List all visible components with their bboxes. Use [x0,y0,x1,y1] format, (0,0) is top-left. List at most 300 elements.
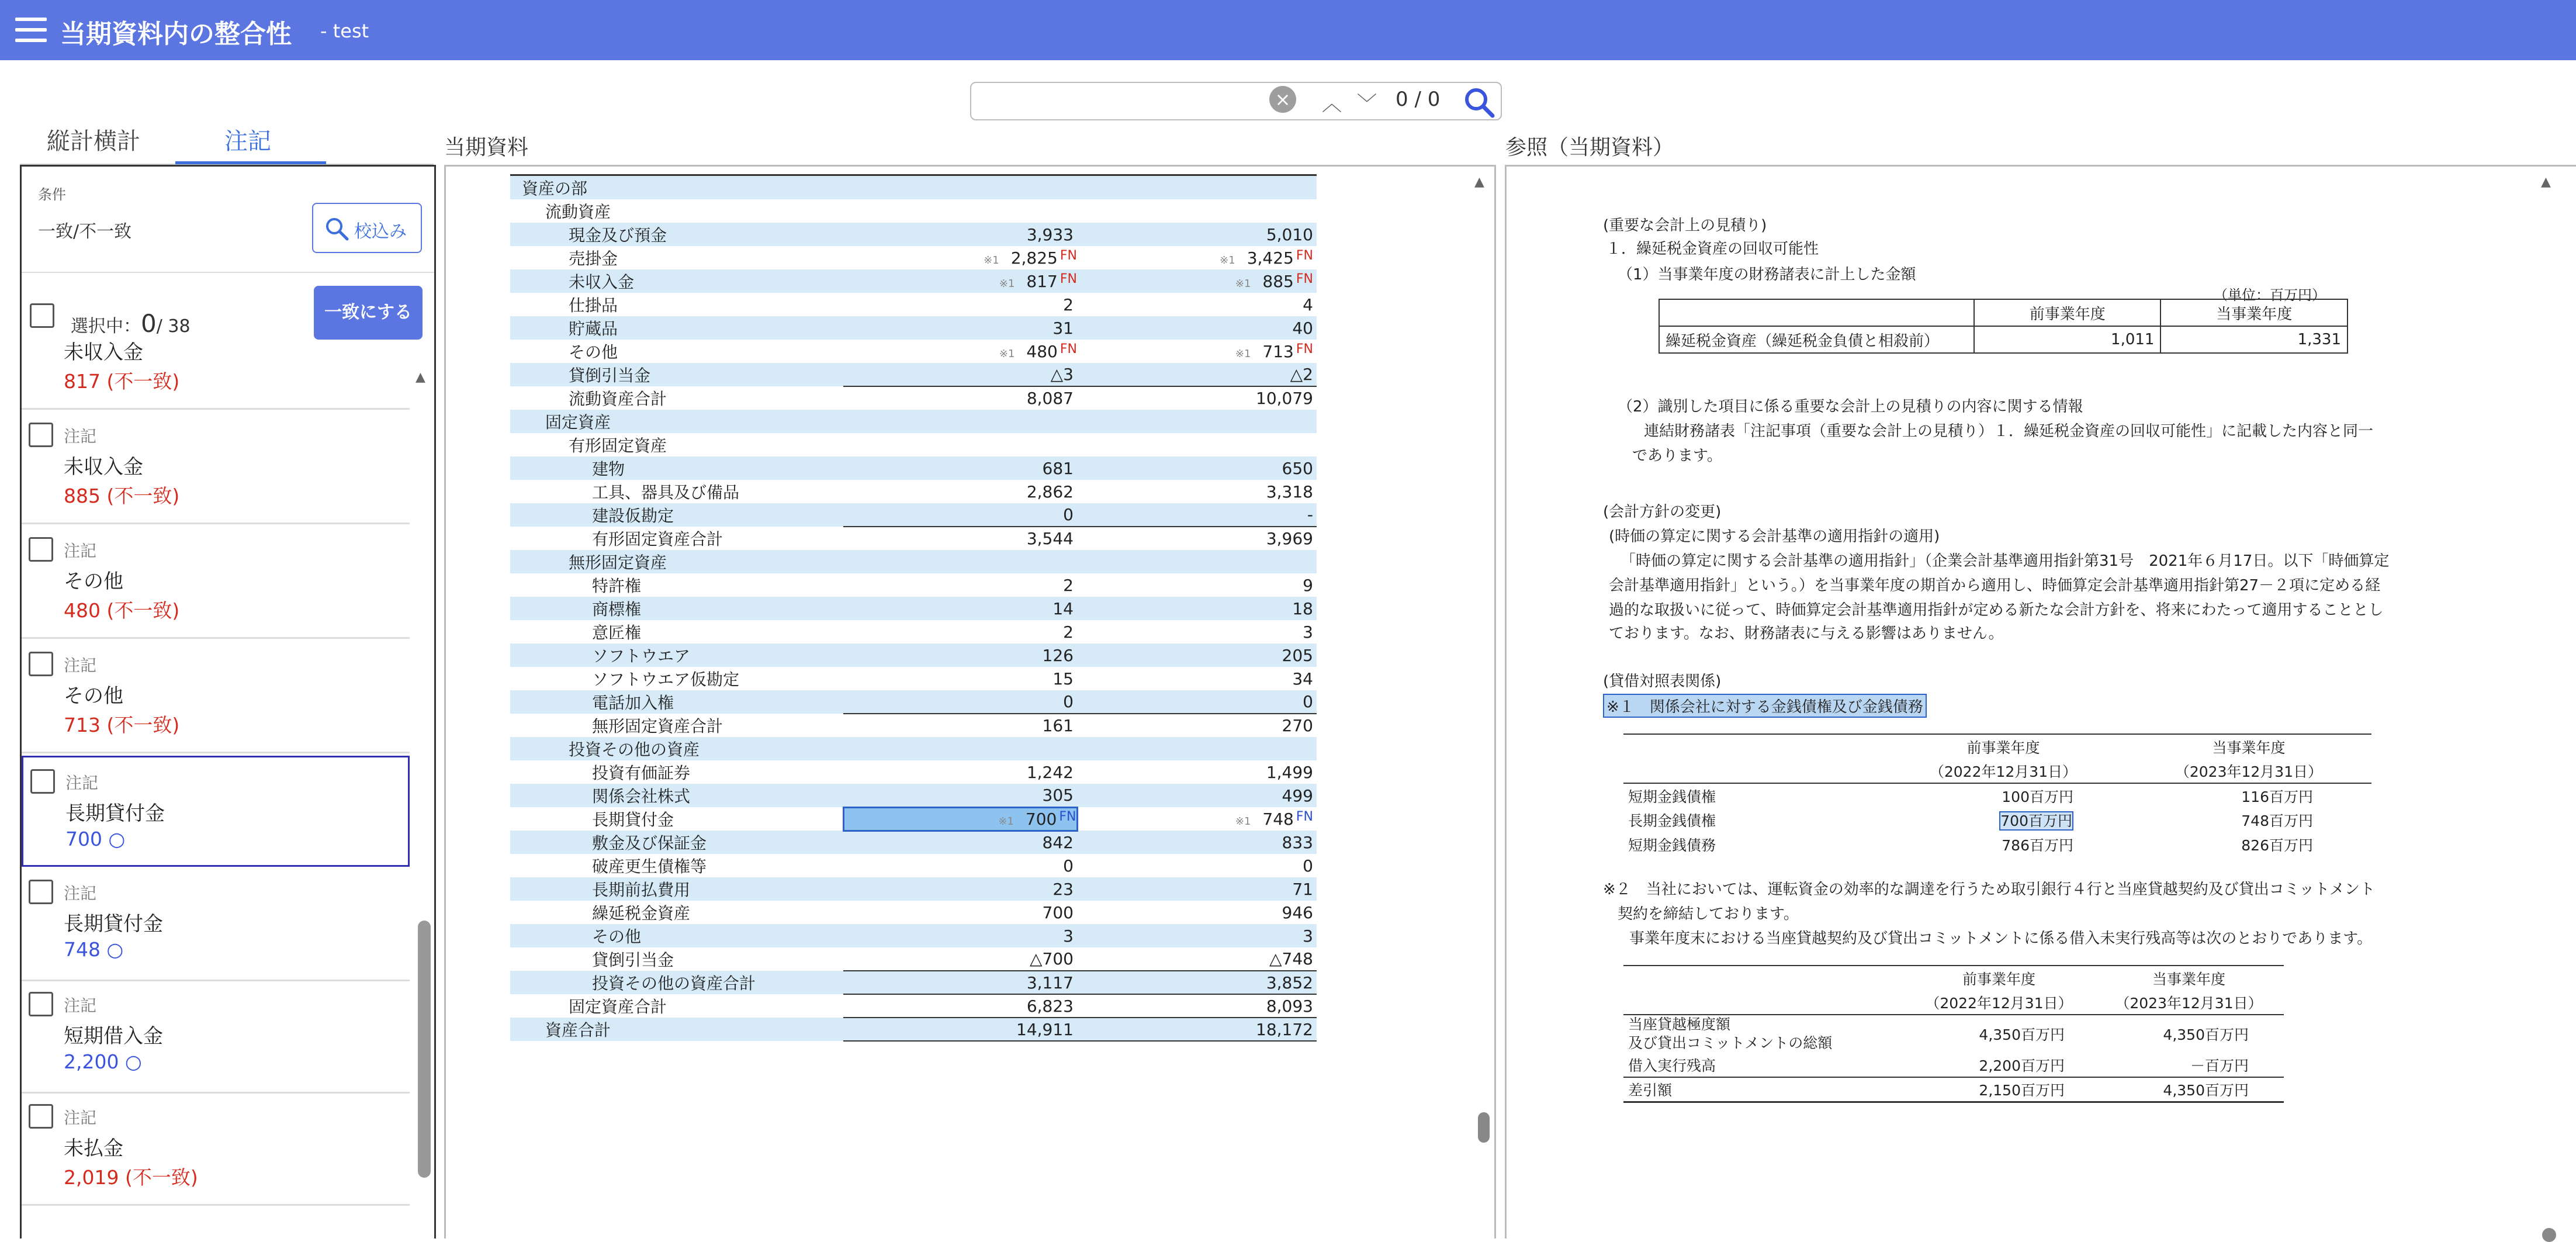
note-marker: ※1 [984,254,999,267]
menu-icon[interactable] [15,18,47,43]
table-row [510,597,1317,620]
table-row [510,340,1317,363]
item-name: 長期貸付金 [64,912,163,936]
cell-value: 0 [1303,856,1313,876]
table-cell: 116百万円 [2241,788,2313,805]
table-cell [1623,734,1881,759]
cell-value: 0 [1303,692,1313,711]
current-year-cell [1077,503,1317,527]
cell-value: 31 [1052,318,1074,338]
heading: (重要な会計上の見積り) [1603,217,1767,234]
footnote-link[interactable]: FN [1296,809,1313,824]
cell-value: 10,079 [1256,389,1313,408]
paragraph: 会計基準適用指針」という。）を当事業年度の期首から適用し、時価算定会計基準適用指針第27－２項に定める経 [1609,577,2381,594]
prior-year-cell [843,690,1077,714]
list-item[interactable] [22,980,410,1094]
search-icon [324,216,349,241]
prior-year-cell[interactable] [843,340,1077,363]
table-cell: 1,011 [1974,326,2161,353]
selected-count: 0 [141,309,157,338]
prior-year-cell [843,503,1077,527]
footnote-link[interactable]: FN [1060,271,1077,286]
cell-value: 14 [1052,598,1074,618]
paragraph: 「時価の算定に関する会計基準の適用指針」（企業会計基準適用指針第31号 2021年６月17日。以下「時価算定 [1621,552,2390,570]
row-label: 固定資産 [510,410,843,433]
table-header: （2023年12月31日） [2175,763,2323,780]
item-name: 未収入金 [64,341,143,364]
current-year-cell [1077,550,1317,573]
row-label: 長期貸付金 [592,810,674,829]
cell-value: 4 [1303,295,1313,314]
table-header: （2023年12月31日） [2115,994,2263,1012]
table-row [510,994,1317,1018]
table-cell [1623,1015,1904,1053]
table-row [510,854,1317,877]
current-year-cell [1077,760,1317,784]
cell-value: 885 [1262,271,1294,291]
prior-year-cell [843,199,1077,223]
note: 事業年度末における当座貸越契約及び貸出コミットメントに係る借入未実行残高等は次のとおりであります。 [1629,930,2373,947]
scrollbar-thumb[interactable] [2542,1228,2556,1242]
note-marker: ※1 [1220,254,1235,267]
row-label: 長期前払費用 [510,877,843,901]
cell-value: 748 [1262,809,1294,829]
item-name: 未収入金 [64,455,143,479]
table-cell: 短期金銭債務 [1628,837,1716,854]
current-year-cell [1077,1018,1317,1041]
heading: (会計方針の変更) [1603,503,1722,521]
subheading: (時価の算定に関する会計基準の適用指針の適用) [1609,528,1940,545]
scroll-up-icon[interactable]: ▲ [2541,175,2551,189]
current-doc-title: 当期資料 [444,136,529,160]
cell-value: 700 [1042,902,1074,922]
cell-value: 5,010 [1266,224,1313,244]
current-year-cell [1077,901,1317,924]
prior-year-cell[interactable] [843,246,1077,269]
row-label: 有形固定資産合計 [592,530,723,549]
cell-value: 270 [1282,716,1313,735]
footnote-link[interactable]: FN [1296,341,1313,357]
balance-sheet-table [510,174,1317,1042]
table-row [510,456,1317,480]
prior-year-cell [843,410,1077,433]
table-cell: 2,200百万円 [1979,1057,2065,1074]
row-label: 仕掛品 [569,296,618,315]
table-cell [1659,299,1974,326]
row-label: その他 [510,924,843,947]
search-result-count: 0 / 0 [1396,88,1441,111]
prior-year-cell[interactable] [843,807,1077,831]
cell-value: 18 [1292,598,1313,618]
chevron-up-icon[interactable]: ︿ [1322,92,1342,116]
table-cell: 1,331 [2160,326,2348,353]
cell-value: 0 [1063,505,1074,524]
table-row [510,737,1317,760]
cell-value: 3,969 [1266,529,1313,548]
table-header: 当事業年度 [2152,970,2225,988]
prior-year-cell [843,363,1077,386]
divider [22,272,434,273]
current-year-cell [1077,199,1317,223]
table-row [510,527,1317,550]
list-item-selected[interactable] [22,756,410,867]
table-row [510,714,1317,737]
credit-line-table [1623,965,2284,1103]
current-year-cell [1077,644,1317,667]
table-row [510,199,1317,223]
footnote-link[interactable]: FN [1059,809,1076,824]
table-row [510,760,1317,784]
current-year-cell [1077,877,1317,901]
cell-value: 3,933 [1026,224,1074,244]
table-header: （2022年12月31日） [1925,994,2073,1012]
deferred-tax-table [1659,299,2348,354]
row-label: ソフトウエア [510,644,843,667]
item-checkbox[interactable] [29,652,53,676]
table-row [510,924,1317,947]
row-label: ソフトウエア仮勘定 [592,670,740,689]
cell-value: 480 [1026,341,1058,361]
row-label: 意匠権 [592,623,642,642]
row-label: 商標権 [510,597,843,620]
note-marker: ※1 [998,815,1014,828]
mark-match-button[interactable]: 一致にする [314,286,423,340]
cell-value: 23 [1052,879,1074,899]
current-year-cell [1077,667,1317,690]
item-type: 注記 [64,541,97,561]
paragraph: ております。なお、財務諸表に与える影響はありません。 [1609,625,2004,642]
cell-value: 2 [1063,575,1074,595]
current-year-cell [1077,527,1317,550]
prior-year-cell [843,573,1077,597]
item-type: 注記 [64,996,97,1015]
current-year-cell[interactable] [1077,340,1317,363]
current-year-cell [1077,924,1317,947]
prior-year-cell [843,293,1077,316]
current-year-cell [1077,784,1317,807]
table-cell: 100百万円 [2002,788,2073,805]
row-label: 繰延税金資産 [592,904,691,923]
cell-value: 3,852 [1266,973,1313,992]
current-year-cell[interactable] [1077,807,1317,831]
table-cell: 4,350百万円 [2163,1026,2249,1043]
cell-value: 3,117 [1026,973,1074,992]
note-marker: ※1 [1235,347,1251,360]
active-tab-indicator [175,161,326,164]
table-cell: 4,350百万円 [1979,1026,2065,1043]
current-year-cell [1077,456,1317,480]
item-value: 480 (不一致) [64,599,180,622]
item-value: 2,200 ○ [64,1050,142,1073]
table-row [510,503,1317,527]
table-cell: 借入実行残高 [1628,1057,1716,1074]
cell-value: 3,318 [1266,482,1313,501]
table-row [510,550,1317,573]
current-year-cell [1077,854,1317,877]
cell-value: △2 [1290,365,1313,384]
selection-label: 選択中： [71,316,141,337]
prior-year-cell [843,924,1077,947]
item-type: 注記 [64,884,97,903]
notes-list [22,341,410,1240]
item-value: 817 (不一致) [64,370,180,393]
item-checkbox[interactable] [29,880,53,904]
cell-value: 2,862 [1026,482,1074,501]
row-label: その他 [569,342,618,362]
current-year-cell [1077,223,1317,246]
current-year-cell [1077,386,1317,410]
prior-year-cell [843,620,1077,644]
footnote-link[interactable]: FN [1060,248,1077,263]
paragraph: 連結財務諸表「注記事項（重要な会計上の見積り）１．繰延税金資産の回収可能性」に記載した内容と同一 [1644,423,2374,440]
table-header: 当事業年度 [2212,739,2286,756]
prior-year-cell [843,714,1077,737]
table-row [510,269,1317,293]
list-item[interactable] [22,1092,410,1206]
table-row [510,363,1317,386]
prior-year-cell [843,1018,1077,1041]
item-value: 700 ○ [65,828,126,850]
current-year-cell [1077,971,1317,994]
row-label: 電話加入権 [510,690,843,714]
footnote-link[interactable]: FN [1296,271,1313,286]
prior-year-cell [843,386,1077,410]
note: 契約を締結しております。 [1618,905,1799,923]
table-row [510,1018,1317,1041]
item-type: 注記 [64,1108,97,1127]
table-header: 前事業年度 [1962,970,2035,988]
row-label: 投資その他の資産 [510,737,843,760]
row-label: 無形固定資産 [510,550,843,573]
table-row [510,901,1317,924]
condition-label: 条件 [38,186,66,203]
prior-year-cell [843,667,1077,690]
note: ※２ 当社においては、運転資金の効率的な調達を行うため取引銀行４行と当座貸越契約及び貸出コミットメント [1603,881,2376,898]
list-item[interactable] [22,296,410,410]
item-type: 注記 [64,427,97,446]
table-cell [1623,759,1881,783]
table-row [510,223,1317,246]
current-year-cell [1077,714,1317,737]
cell-value: 3,425 [1247,248,1294,268]
scrollbar-thumb[interactable] [418,921,431,1178]
item-name: その他 [64,570,123,593]
cell-value: 14,911 [1016,1019,1074,1039]
list-item[interactable] [22,411,410,524]
table-row [510,831,1317,854]
prior-year-cell [843,527,1077,550]
table-row [510,410,1317,433]
filter-button[interactable] [312,203,422,253]
prior-year-cell [843,901,1077,924]
prior-year-cell [843,223,1077,246]
prior-year-cell [843,550,1077,573]
row-label: 当座貸越極度額 [1628,1016,1731,1033]
row-label: 売掛金 [569,249,618,268]
table-cell: 繰延税金資産（繰延税金負債と相殺前） [1659,326,1974,353]
cell-value: △748 [1269,949,1313,968]
cell-value: 700 [1025,809,1057,829]
cell-value: 2 [1063,622,1074,642]
table-header: 当事業年度 [2160,299,2348,326]
current-year-cell [1077,831,1317,854]
current-year-cell[interactable] [1077,246,1317,269]
current-year-cell [1077,433,1317,456]
cell-value: 1,499 [1266,762,1313,782]
prior-year-cell [843,456,1077,480]
cell-value: 6,823 [1026,996,1074,1016]
current-year-cell [1077,363,1317,386]
clear-search-icon[interactable]: × [1269,86,1296,113]
receivables-table [1623,734,2371,857]
cell-value: 833 [1282,832,1313,852]
current-year-cell[interactable] [1077,269,1317,293]
table-row [510,947,1317,971]
cell-value: 18,172 [1256,1019,1313,1039]
cell-value: 126 [1042,645,1074,665]
cell-value: 205 [1282,645,1313,665]
note-marker: ※1 [1235,815,1251,828]
footnote-link[interactable]: FN [1060,341,1077,357]
row-label: 流動資産合計 [569,389,667,409]
cell-value: 713 [1262,341,1294,361]
item-type: 注記 [65,773,99,793]
current-year-cell [1077,573,1317,597]
note-marker: ※1 [999,347,1015,360]
list-item[interactable] [22,640,410,753]
current-year-cell [1077,175,1317,200]
note-marker: ※1 [1235,277,1251,290]
cell-value: 3 [1303,622,1313,642]
current-year-cell [1077,947,1317,971]
paragraph: であります。 [1632,447,1722,465]
item-checkbox[interactable] [30,769,55,794]
paragraph: 過的な取扱いに従って、時価算定会計基準適用指針が定める新たな会計方針を、将来にわたって適用することとし [1609,601,2384,619]
note-marker: ※1 [999,277,1015,290]
footnote-link[interactable]: FN [1296,248,1313,263]
unit-label: （単位：百万円） [2214,287,2326,303]
current-year-cell [1077,690,1317,714]
row-label: 投資その他の資産合計 [510,971,843,994]
table-row [510,690,1317,714]
scroll-up-icon[interactable]: ▲ [416,370,425,385]
subsection: （2）識別した項目に係る重要な会計上の見積りの内容に関する情報 [1618,398,2083,416]
prior-year-cell [843,760,1077,784]
chevron-down-icon[interactable]: ﹀ [1357,92,1377,116]
scroll-up-icon[interactable]: ▲ [1474,175,1484,189]
current-year-cell [1077,480,1317,503]
table-row [510,877,1317,901]
table-row [510,667,1317,690]
list-item[interactable] [22,868,410,981]
prior-year-cell [843,877,1077,901]
table-header: 前事業年度 [1974,299,2161,326]
cell-value: 34 [1292,669,1313,689]
cell-value: 817 [1026,271,1058,291]
table-row [510,293,1317,316]
row-label: 工具、器具及び備品 [592,483,740,502]
prior-year-cell [843,854,1077,877]
prior-year-cell [843,433,1077,456]
heading: (貸借対照表関係) [1603,673,1722,690]
item-checkbox[interactable] [29,1104,53,1129]
table-row [510,433,1317,456]
prior-year-cell [843,831,1077,854]
tab-notes[interactable]: 注記 [224,128,271,155]
table-cell: 4,350百万円 [2163,1081,2249,1099]
row-label: 無形固定資産合計 [592,717,723,736]
prior-year-cell [843,737,1077,760]
subsection: （1）当事業年度の財務諸表に計上した金額 [1618,266,1916,283]
cell-value: 681 [1042,458,1074,478]
row-label: 投資有価証券 [592,763,691,783]
item-value: 748 ○ [64,938,124,961]
table-cell [1881,808,2126,832]
cell-value: 499 [1282,786,1313,805]
row-label: 流動資産 [545,202,611,222]
cell-value: 2,825 [1010,248,1058,268]
app-subtitle: - test [320,20,369,42]
cell-value: 15 [1052,669,1074,689]
table-row [510,620,1317,644]
item-name: 長期貸付金 [65,802,165,825]
item-value: 713 (不一致) [64,714,180,736]
table-row [510,573,1317,597]
list-item[interactable] [22,525,410,639]
row-label: 特許権 [592,576,642,596]
highlighted-note: ※１ 関係会社に対する金銭債権及び金銭債務 [1603,694,1927,718]
item-value: 885 (不一致) [64,485,180,507]
reference-doc-panel [1505,165,2576,1238]
row-label: 貯蔵品 [510,316,843,340]
prior-year-cell[interactable] [843,269,1077,293]
item-checkbox[interactable] [29,992,53,1016]
table-cell [1623,990,1904,1015]
app-title: 当期資料内の整合性 [60,19,292,49]
table-row [510,175,1317,200]
cell-value: 3 [1063,926,1074,946]
item-checkbox[interactable] [29,423,53,447]
cell-value: 946 [1282,902,1313,922]
filter-button-label: 校込み [354,222,407,242]
current-year-cell [1077,994,1317,1018]
item-value: 2,019 (不一致) [64,1166,198,1189]
cell-value: 9 [1303,575,1313,595]
table-row [510,784,1317,807]
item-name: 未払金 [64,1137,123,1160]
cell-value: 161 [1042,716,1074,735]
item-name: その他 [64,684,123,708]
table-row [510,246,1317,269]
table-row [510,386,1317,410]
current-doc-panel [444,165,1496,1238]
current-year-cell [1077,597,1317,620]
scrollbar-thumb[interactable] [1478,1112,1490,1143]
cell-value: 2 [1063,295,1074,314]
cell-value: - [1307,505,1313,524]
cell-value: △3 [1050,365,1074,384]
table-row [510,644,1317,667]
table-cell: 2,150百万円 [1979,1081,2065,1099]
row-label: 有形固定資産 [569,436,667,455]
item-checkbox[interactable] [29,537,53,562]
item-type: 注記 [64,656,97,675]
row-label: 敷金及び保証金 [510,831,843,854]
tab-totals[interactable]: 縦計横計 [47,128,140,155]
cell-value: 0 [1063,856,1074,876]
search-icon[interactable] [1462,85,1496,122]
row-label: 資産の部 [510,175,843,200]
